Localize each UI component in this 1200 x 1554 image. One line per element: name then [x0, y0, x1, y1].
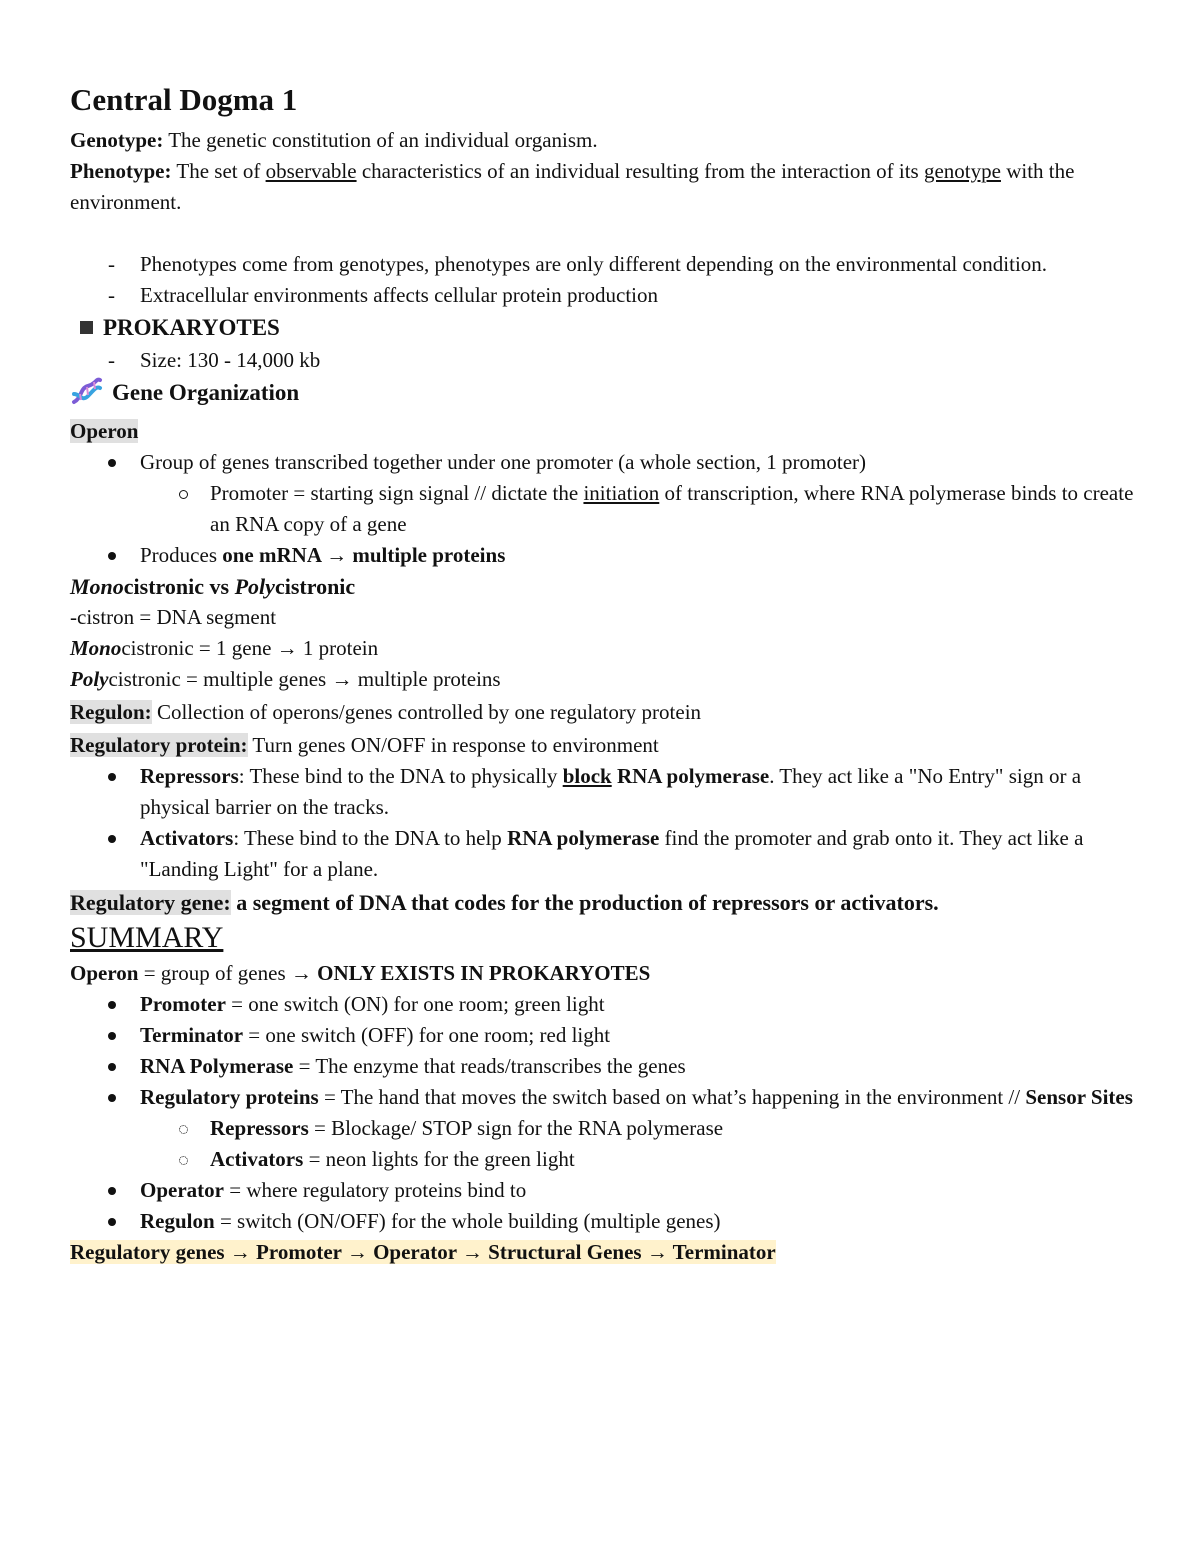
summary-definition: = The enzyme that reads/transcribes the genes [293, 1054, 686, 1078]
operon-sub-list [70, 478, 1140, 540]
block-bold-underlined: block [562, 764, 612, 788]
phenotype-label: Phenotype: [70, 159, 172, 183]
summary-definition: = where regulatory proteins bind to [223, 1178, 527, 1202]
bullet-dot [108, 1187, 116, 1195]
summary-definition: = one switch (OFF) for one room; red light [243, 1023, 611, 1047]
gene-organization-heading-text: Gene Organization [112, 380, 300, 405]
list-item [70, 1020, 1140, 1051]
activators-text-1: : These bind to the DNA to help [233, 826, 508, 850]
bullet-dot [108, 1001, 116, 1009]
genotype-label: Genotype: [70, 128, 164, 152]
activators-bold: Activators [140, 826, 234, 850]
genotype-definition [70, 125, 1140, 156]
gene-flow-text: Regulatory genes → Promoter → Operator → Structural Genes → Terminator [70, 1240, 776, 1264]
prokaryotes-heading [70, 311, 1140, 345]
summary-term: Terminator [140, 1023, 244, 1047]
regulatory-protein-definition [70, 730, 1140, 761]
list-item [70, 823, 1140, 885]
summary-definition: = switch (ON/OFF) for the whole building (multiple genes) [214, 1209, 721, 1233]
operon-description: Group of genes transcribed together under one promoter (a whole section, 1 promoter) [140, 450, 867, 474]
regulatory-gene-definition [70, 887, 1140, 918]
regulatory-protein-text: Turn genes ON/OFF in response to environment [247, 733, 659, 757]
repressors-text-2: . They act like a "No Entry" sign or a physical barrier on the tracks. [140, 764, 1082, 819]
dash-marker: - [108, 252, 115, 276]
summary-term: Operator [140, 1178, 224, 1202]
sensor-sites-bold: Sensor Sites [1025, 1085, 1133, 1109]
summary-term: RNA Polymerase [140, 1054, 294, 1078]
cistronic-text: cistronic [274, 574, 356, 599]
list-item [70, 1113, 1140, 1144]
bullet-dot [108, 1032, 116, 1040]
bullet-dot [108, 459, 116, 467]
regulatory-gene-label: Regulatory gene: [70, 890, 231, 915]
produces-bold: one mRNA → multiple proteins [222, 543, 506, 567]
prokaryotes-heading-text: PROKARYOTES [103, 315, 280, 340]
list-item [70, 1051, 1140, 1082]
note-text: Extracellular environments affects cellular protein production [140, 283, 658, 307]
dash-marker: - [108, 348, 115, 372]
note-text: Phenotypes come from genotypes, phenotypes are only different depending on the environmental condition. [140, 252, 1048, 276]
summary-definition: = The hand that moves the switch based on what’s happening in the environment // [318, 1085, 1026, 1109]
square-bullet-icon [80, 321, 93, 334]
summary-term: Regulatory proteins [140, 1085, 319, 1109]
definitions [70, 125, 1140, 218]
monocistronic-text: cistronic = 1 gene → 1 protein [121, 636, 379, 660]
phenotype-definition [70, 156, 1140, 218]
operon-label-line [70, 416, 1140, 447]
list-item [70, 478, 1140, 540]
genotype-underlined: genotype [923, 159, 1001, 183]
mono-italic: Mono [70, 574, 124, 599]
only-prokaryotes-bold: ONLY EXISTS IN PROKARYOTES [317, 961, 651, 985]
dash-marker: - [108, 283, 115, 307]
genotype-text: The genetic constitution of an individual organism. [163, 128, 598, 152]
genome-size-text: Size: 130 - 14,000 kb [140, 348, 321, 372]
summary-term: Regulon [140, 1209, 215, 1233]
bullet-dot [108, 1094, 116, 1102]
regulon-definition [70, 697, 1140, 728]
phenotype-text-3: with the environment. [70, 159, 1075, 214]
operon-label: Operon [70, 419, 139, 443]
summary-heading: SUMMARY [70, 921, 224, 954]
cistronic-vs: cistronic vs [123, 574, 235, 599]
list-item [70, 1144, 1140, 1175]
summary-operon-text: = group of genes → [138, 961, 318, 985]
gene-organization-heading [70, 376, 1140, 416]
bullet-dot [108, 1063, 116, 1071]
page-title: Central Dogma 1 [70, 82, 298, 117]
summary-definition: = one switch (ON) for one room; green light [225, 992, 605, 1016]
summary-list-2 [70, 1175, 1140, 1237]
cistron-definition: -cistron = DNA segment [70, 605, 277, 629]
repressors-bold: Repressors [140, 764, 239, 788]
phenotype-notes-list [70, 249, 1140, 311]
bullet-dot [108, 1218, 116, 1226]
summary-definition: = Blockage/ STOP sign for the RNA polymerase [308, 1116, 724, 1140]
list-item [70, 1175, 1140, 1206]
list-item [70, 989, 1140, 1020]
bullet-dot [108, 552, 116, 560]
document-page [70, 80, 1140, 1268]
regulatory-protein-label: Regulatory protein: [70, 733, 248, 757]
regulon-text: Collection of operons/genes controlled by one regulatory protein [151, 700, 702, 724]
monocistronic-definition [70, 633, 1140, 664]
bullet-circle [179, 490, 188, 499]
bullet-dot [108, 773, 116, 781]
promoter-text-1: Promoter = starting sign signal // dictate the [210, 481, 584, 505]
regulatory-gene-text: a segment of DNA that codes for the production of repressors or activators. [230, 890, 939, 915]
regulon-label: Regulon: [70, 700, 152, 724]
summary-definition: = neon lights for the green light [303, 1147, 575, 1171]
poly-italic: Poly [234, 574, 275, 599]
summary-operon-bold: Operon [70, 961, 139, 985]
phenotype-text-2: characteristics of an individual resulting from the interaction of its [356, 159, 924, 183]
summary-term: Promoter [140, 992, 226, 1016]
list-item [70, 280, 1140, 311]
list-item [70, 249, 1140, 280]
observable-underlined: observable [265, 159, 357, 183]
bullet-circle [179, 1125, 188, 1134]
list-item [70, 447, 1140, 478]
list-item [70, 1206, 1140, 1237]
promoter-text-2: of transcription, where RNA polymerase binds to create an RNA copy of a gene [210, 481, 1134, 536]
prokaryotes-list [70, 345, 1140, 376]
summary-operon-line [70, 958, 1140, 989]
list-item [70, 1082, 1140, 1113]
dna-icon [70, 376, 104, 416]
summary-term: Repressors [210, 1116, 309, 1140]
list-item [70, 761, 1140, 823]
list-item [70, 345, 1140, 376]
bullet-dot [108, 835, 116, 843]
repressors-text-1: : These bind to the DNA to physically [238, 764, 563, 788]
list-item [70, 540, 1140, 571]
operon-list-2 [70, 540, 1140, 571]
mono-bold-italic: Mono [70, 636, 122, 660]
poly-bold-italic: Poly [70, 667, 109, 691]
rna-polymerase-bold: RNA polymerase [616, 764, 770, 788]
activators-text-2: find the promoter and grab onto it. They act like a "Landing Light" for a plane. [140, 826, 1084, 881]
regulatory-protein-list [70, 761, 1140, 885]
phenotype-text-1: The set of [171, 159, 266, 183]
summary-sub-list [70, 1113, 1140, 1175]
summary-list [70, 989, 1140, 1113]
initiation-underlined: initiation [583, 481, 660, 505]
polycistronic-definition [70, 664, 1140, 695]
gene-flow-line [70, 1237, 1140, 1268]
rna-polymerase-bold: RNA polymerase [507, 826, 660, 850]
bullet-circle [179, 1156, 188, 1165]
produces-text: Produces [140, 543, 223, 567]
polycistronic-text: cistronic = multiple genes → multiple proteins [108, 667, 501, 691]
operon-list [70, 447, 1140, 478]
mono-poly-heading [70, 571, 1140, 602]
summary-term: Activators [210, 1147, 304, 1171]
